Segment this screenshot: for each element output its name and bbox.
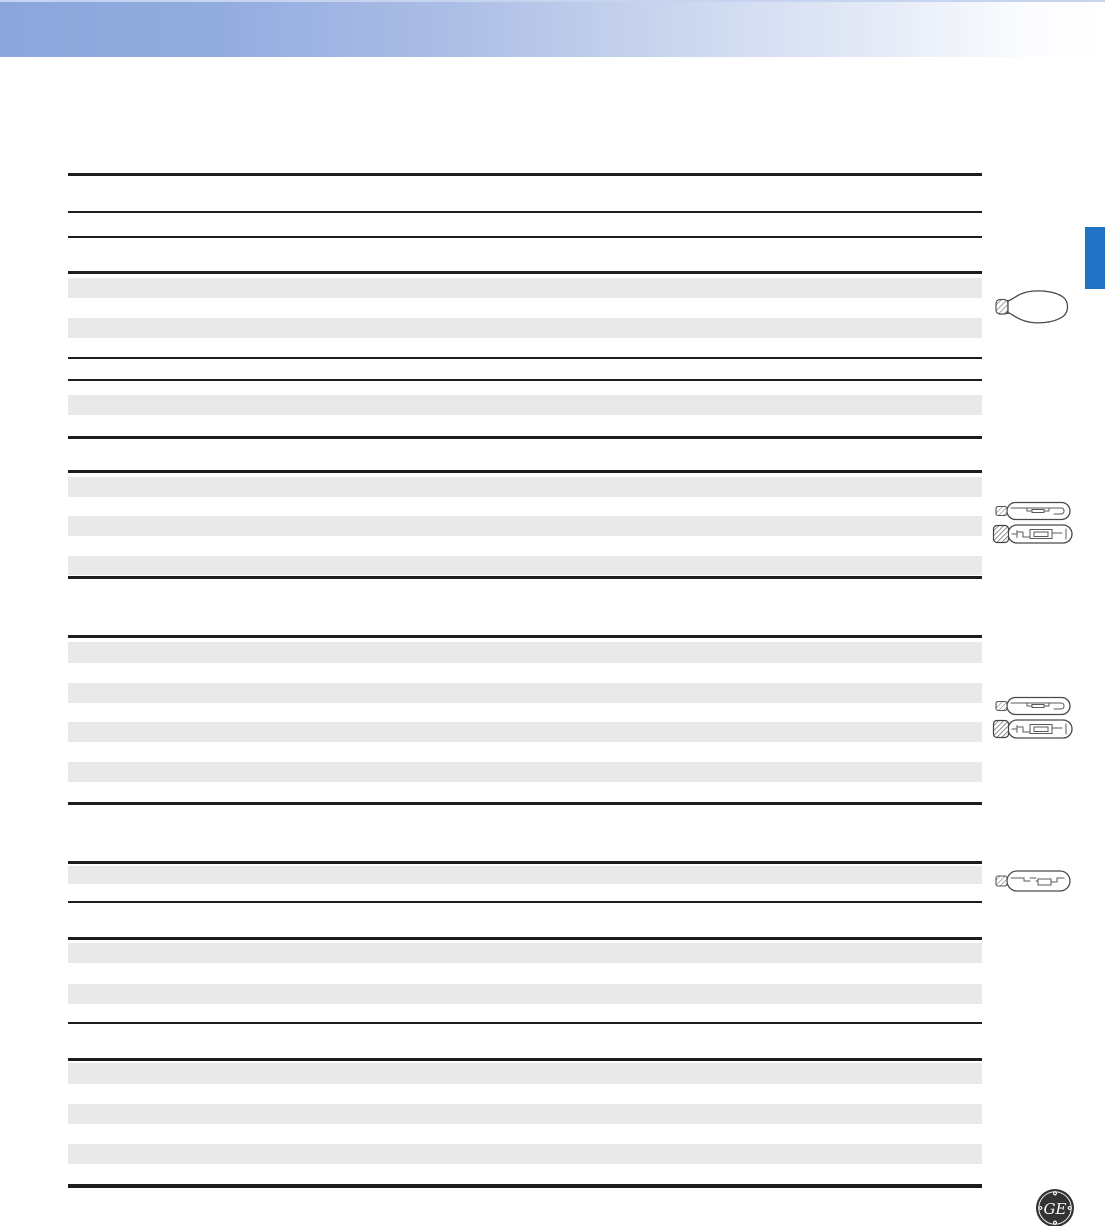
- table-rule: [68, 802, 982, 805]
- page-header-gradient-bar: [0, 0, 1105, 57]
- table-shaded-row: [68, 866, 982, 884]
- table-shaded-row: [68, 943, 982, 963]
- table-shaded-row: [68, 395, 982, 415]
- table-shaded-row: [68, 516, 982, 536]
- table-rule: [68, 635, 982, 638]
- table-rule: [68, 211, 982, 213]
- ed-lamp-icon: [992, 286, 1073, 328]
- table-rule: [68, 576, 982, 579]
- section-index-tab: [1085, 227, 1105, 289]
- tubular-lamp-mogul-base-icon: [992, 717, 1074, 741]
- tubular-lamp-single-icon: [994, 867, 1072, 895]
- table-rule: [68, 1022, 982, 1024]
- ge-monogram-letters: GE: [1043, 1200, 1067, 1218]
- table-shaded-row: [68, 556, 982, 575]
- tubular-lamp-small-base-icon: [994, 695, 1072, 717]
- table-shaded-row: [68, 1144, 982, 1164]
- table-shaded-row: [68, 722, 982, 742]
- tubular-lamp-small-base-icon: [994, 500, 1072, 522]
- table-shaded-row: [68, 762, 982, 782]
- table-shaded-row: [68, 642, 982, 663]
- table-rule: [68, 861, 982, 864]
- table-rule: [68, 1058, 982, 1061]
- tubular-lamp-mogul-base-icon: [992, 522, 1074, 546]
- table-rule: [68, 470, 982, 473]
- table-shaded-row: [68, 477, 982, 497]
- table-shaded-row: [68, 1063, 982, 1084]
- table-rule: [68, 937, 982, 940]
- table-rule: [68, 173, 982, 176]
- table-rule: [68, 379, 982, 381]
- table-shaded-row: [68, 984, 982, 1004]
- table-rule: [68, 236, 982, 238]
- table-rule: [68, 1184, 982, 1188]
- table-shaded-row: [68, 1104, 982, 1124]
- table-rule: [68, 271, 982, 274]
- table-rule: [68, 436, 982, 439]
- ge-monogram-logo: [1035, 1188, 1075, 1226]
- table-rule: [68, 901, 982, 903]
- table-shaded-row: [68, 318, 982, 338]
- table-shaded-row: [68, 683, 982, 703]
- table-rule: [68, 357, 982, 359]
- table-shaded-row: [68, 278, 982, 298]
